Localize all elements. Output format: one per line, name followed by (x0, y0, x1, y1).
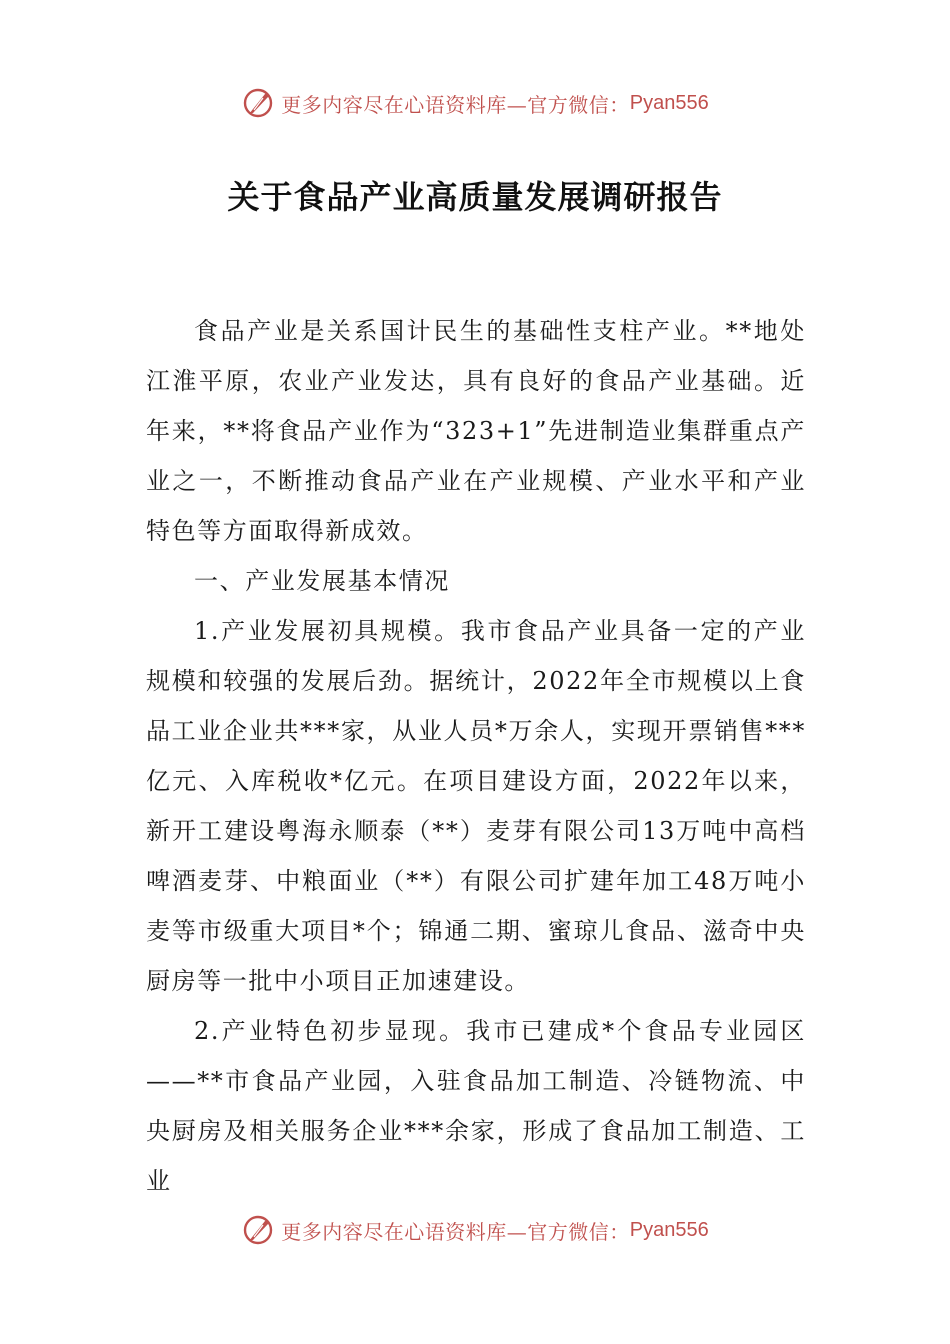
quill-pen-logo-icon (241, 86, 275, 120)
paragraph-industry-scale: 1.产业发展初具规模。我市食品产业具备一定的产业规模和较强的发展后劲。据统计，2022年全市规模以上食品工业企业共***家，从业人员*万余人，实现开票销售***亿元、入库税收*亿元。在项目建设方面，2022年以来，新开工建设粤海永顺泰（**）麦芽有限公司13万吨中高档啤酒麦芽、中粮面业（**）有限公司扩建年加工48万吨小麦等市级重大项目*个；锦通二期、蜜琼儿食品、滋奇中央厨房等一批中小项目正加速建设。 (146, 617, 806, 995)
watermark-text: 更多内容尽在心语资料库—官方微信： (281, 92, 630, 117)
quill-pen-logo-icon (241, 1213, 275, 1247)
paragraph-industry-features: 2.产业特色初步显现。我市已建成*个食品专业园区——**市食品产业园，入驻食品加工制造、冷链物流、中央厨房及相关服务企业***余家，形成了食品加工制造、工业 (146, 1017, 806, 1195)
document-title: 关于食品产业高质量发展调研报告 (227, 178, 723, 216)
watermark-wechat-id: Pyan556 (629, 91, 709, 114)
watermark-text: 更多内容尽在心语资料库—官方微信： (281, 1219, 630, 1244)
document-body (146, 306, 806, 1206)
footer-watermark (0, 1210, 950, 1250)
watermark-wechat-id: Pyan556 (629, 1218, 709, 1241)
section-heading: 一、产业发展基本情况 (194, 567, 450, 595)
intro-paragraph: 食品产业是关系国计民生的基础性支柱产业。**地处江淮平原，农业产业发达，具有良好的食品产业基础。近年来，**将食品产业作为“323+1”先进制造业集群重点产业之一，不断推动食品产业在产业规模、产业水平和产业特色等方面取得新成效。 (146, 317, 806, 545)
header-watermark (0, 83, 950, 123)
